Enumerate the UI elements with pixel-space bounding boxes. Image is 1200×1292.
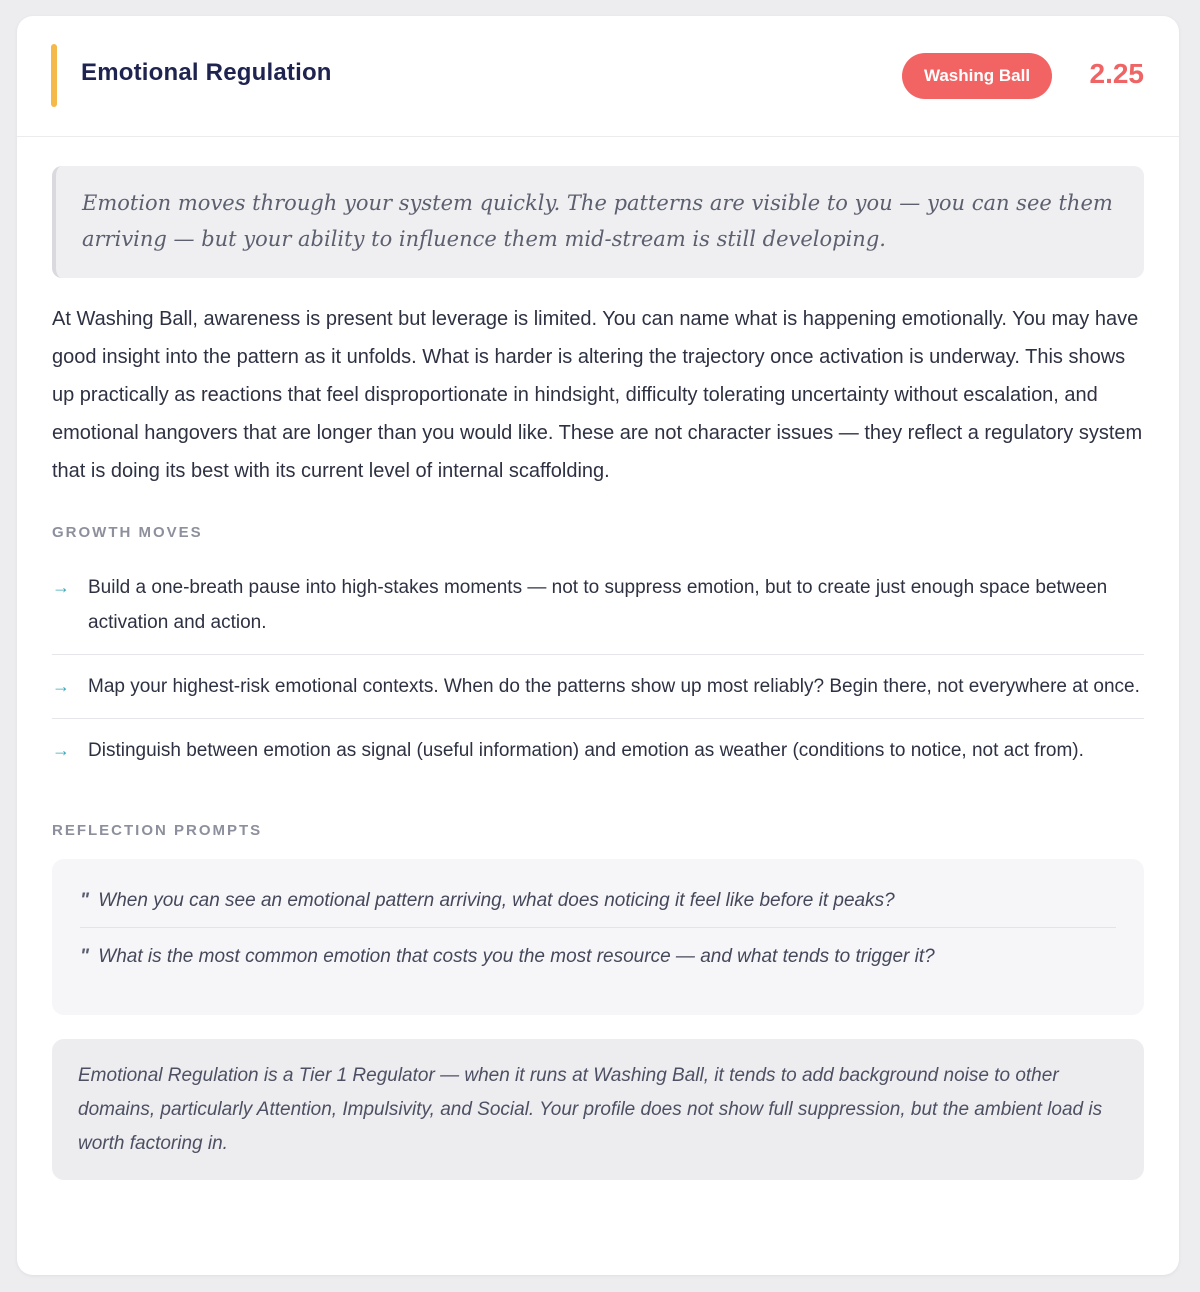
arrow-right-icon: → <box>52 740 70 760</box>
card-content <box>52 166 1144 1180</box>
growth-moves-heading: GROWTH MOVES <box>52 524 203 541</box>
domain-card <box>17 16 1179 1275</box>
reflection-prompt-text: When you can see an emotional pattern arriving, what does noticing it feel like before it peaks? <box>98 890 895 911</box>
growth-move-text: Distinguish between emotion as signal (useful information) and emotion as weather (conditions to notice, not act from). <box>88 740 1084 761</box>
reflection-prompts-heading: REFLECTION PROMPTS <box>52 822 263 839</box>
growth-move-text: Map your highest-risk emotional contexts. When do the patterns show up most reliably? Begin there, not everywhere at once. <box>88 676 1140 697</box>
arrow-right-icon: → <box>52 577 70 597</box>
domain-score: 2.25 <box>1089 58 1144 89</box>
list-item <box>52 719 1144 782</box>
growth-moves-list <box>52 562 1144 782</box>
reflection-prompt-text: What is the most common emotion that costs you the most resource — and what tends to trigger it? <box>98 946 935 967</box>
summary-quote: Emotion moves through your system quickly. The patterns are visible to you — you can see them arriving — but your ability to influence them mid-stream is still developing. <box>52 166 1144 278</box>
domain-title: Emotional Regulation <box>81 59 332 86</box>
tier-note: Emotional Regulation is a Tier 1 Regulator — when it runs at Washing Ball, it tends to add background noise to other domains, particularly Attention, Impulsivity, and Social. Your profile does not show full suppression, but the ambient load is worth factoring in. <box>52 1039 1144 1180</box>
description-text: At Washing Ball, awareness is present but leverage is limited. You can name what is happening emotionally. You may have good insight into the pattern as it unfolds. What is harder is altering the trajectory once activation is underway. This shows up practically as reactions that feel disproportionate in hindsight, difficulty tolerating uncertainty without escalation, and emotional hangovers that are longer than you would like. These are not character issues — they reflect a regulatory system that is doing its best with its current level of internal scaffolding. <box>52 308 1143 482</box>
growth-move-text: Build a one-breath pause into high-stakes moments — not to suppress emotion, but to create just enough space between activation and action. <box>88 577 1108 633</box>
list-item <box>52 655 1144 719</box>
quote-mark-icon: " <box>80 890 90 911</box>
card-header <box>17 16 1179 137</box>
reflection-prompts-box <box>52 859 1144 1015</box>
list-item <box>52 562 1144 655</box>
list-item <box>80 927 1116 983</box>
arrow-right-icon: → <box>52 676 70 696</box>
accent-bar <box>51 44 57 107</box>
quote-mark-icon: " <box>80 946 90 967</box>
list-item <box>80 879 1116 927</box>
level-badge[interactable]: Washing Ball <box>902 53 1052 99</box>
